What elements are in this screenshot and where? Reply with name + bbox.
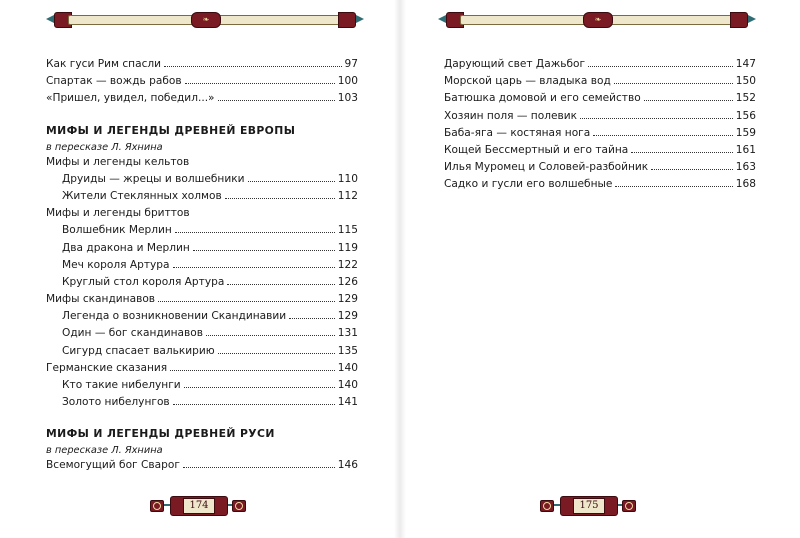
dot-leader (631, 152, 732, 153)
toc-entry-title: Всемогущий бог Сварог (46, 459, 180, 472)
toc-entry-title: Германские сказания (46, 361, 168, 374)
toc-entry-page: 140 (337, 361, 358, 374)
toc-entry[interactable] (444, 75, 756, 92)
toc-entry-title: Волшебник Мерлин (62, 224, 172, 237)
dot-leader (225, 198, 335, 199)
toc-entry[interactable] (46, 362, 358, 379)
dot-leader (158, 301, 335, 302)
toc-entry-title: Как гуси Рим спасли (46, 58, 162, 70)
ornament-tip-icon (356, 15, 364, 23)
toc-group-title (46, 156, 358, 173)
dot-leader (184, 387, 335, 388)
toc-entry[interactable] (46, 242, 358, 259)
toc-entry-page: 135 (337, 344, 358, 357)
toc-entry-title: Баба-яга — костяная нога (444, 126, 591, 139)
toc-entry-title: Круглый стол короля Артура (62, 275, 225, 288)
toc-entry-page: 168 (735, 178, 756, 191)
toc-entry[interactable] (46, 173, 358, 190)
toc-entry-page: 100 (337, 75, 358, 88)
page-number-ornament (150, 496, 246, 514)
dot-leader (644, 100, 733, 101)
ornament-tip-icon (438, 15, 446, 23)
toc-entry-title: Дарующий свет Дажьбог (444, 58, 586, 70)
ornament-end-icon (150, 500, 164, 512)
dot-leader (183, 467, 335, 468)
toc-entry-page: 150 (735, 75, 756, 88)
dot-leader (651, 169, 733, 170)
dot-leader (289, 318, 335, 319)
toc-entry-title: Мифы скандинавов (46, 293, 156, 306)
toc-entry[interactable] (46, 310, 358, 327)
toc-entry[interactable] (46, 293, 358, 310)
toc-entry-title: Два дракона и Мерлин (62, 241, 190, 254)
ornament-medallion-icon: ❧ (583, 12, 613, 28)
ornament-cap-icon (730, 12, 748, 28)
toc-entry-page: 147 (735, 58, 756, 70)
toc-entry[interactable] (444, 58, 756, 75)
toc-entry-title: Садко и гусли его волшебные (444, 178, 613, 191)
table-of-contents (46, 58, 358, 477)
page-number: 175 (573, 498, 605, 514)
toc-entry[interactable] (46, 459, 358, 476)
dot-leader (218, 100, 335, 101)
section-heading: МИФЫ И ЛЕГЕНДЫ ДРЕВНЕЙ ЕВРОПЫ (46, 123, 296, 137)
toc-entry-page: 122 (337, 258, 358, 271)
toc-entry[interactable] (46, 58, 358, 75)
ornament-tip-icon (46, 15, 54, 23)
toc-entry[interactable] (444, 161, 756, 178)
toc-entry-title: Илья Муромец и Соловей-разбойник (444, 161, 649, 174)
toc-entry[interactable] (46, 190, 358, 207)
toc-entry-page: 141 (337, 396, 358, 409)
toc-entry[interactable] (46, 92, 358, 109)
toc-group-title (46, 207, 358, 224)
dot-leader (248, 181, 335, 182)
toc-entry-title: Друиды — жрецы и волшебники (62, 172, 245, 185)
toc-entry-page: 140 (337, 379, 358, 391)
ornament-end-icon (232, 500, 246, 512)
toc-entry[interactable] (46, 75, 358, 92)
toc-entry-page: 131 (337, 327, 358, 340)
dot-leader (193, 250, 335, 251)
dot-leader (227, 284, 334, 285)
toc-entry-title: Хозяин поля — полевик (444, 109, 578, 122)
toc-entry[interactable] (444, 144, 756, 161)
ornament-end-icon (540, 500, 554, 512)
toc-entry-page: 159 (735, 126, 756, 139)
toc-entry-page: 129 (337, 310, 358, 323)
table-of-contents (444, 58, 756, 196)
group-title-text: Мифы и легенды кельтов (46, 155, 190, 168)
top-ornament-bar (442, 12, 752, 26)
toc-entry-title: Легенда о возникновении Скандинавии (62, 310, 287, 323)
dot-leader (173, 404, 335, 405)
top-ornament-bar (50, 12, 360, 26)
dot-leader (588, 66, 733, 67)
toc-entry-title: Сигурд спасает валькирию (62, 344, 215, 357)
toc-entry[interactable] (444, 110, 756, 127)
ornament-end-icon (622, 500, 636, 512)
toc-entry-page: 163 (735, 161, 756, 174)
toc-entry-page: 97 (344, 58, 358, 70)
ornament-cap-icon (338, 12, 356, 28)
toc-entry[interactable] (444, 92, 756, 109)
dot-leader (580, 118, 733, 119)
toc-entry-title: Кощей Бессмертный и его тайна (444, 143, 629, 156)
ornament-medallion-icon: ❧ (191, 12, 221, 28)
toc-entry-title: Кто такие нибелунги (62, 379, 181, 391)
dot-leader (164, 66, 341, 67)
toc-entry-title: Спартак — вождь рабов (46, 75, 182, 88)
toc-entry-page: 110 (337, 172, 358, 185)
toc-entry[interactable] (46, 345, 358, 362)
toc-entry-page: 115 (337, 224, 358, 237)
toc-entry-page: 126 (337, 275, 358, 288)
dot-leader (614, 83, 733, 84)
page-number: 174 (183, 498, 215, 514)
toc-entry[interactable] (46, 224, 358, 241)
toc-entry-page: 112 (337, 189, 358, 202)
toc-entry-page: 152 (735, 92, 756, 105)
dot-leader (170, 370, 335, 371)
toc-entry-page: 156 (735, 109, 756, 122)
toc-entry[interactable] (46, 396, 358, 413)
toc-entry-page: 103 (337, 92, 358, 105)
section-subtitle: в пересказе Л. Яхнина (46, 445, 163, 457)
dot-leader (615, 186, 732, 187)
toc-entry-title: Золото нибелунгов (62, 396, 170, 409)
toc-entry[interactable] (46, 259, 358, 276)
right-page (400, 0, 800, 538)
toc-entry-page: 161 (735, 143, 756, 156)
dot-leader (185, 83, 335, 84)
toc-entry-title: Жители Стеклянных холмов (62, 189, 222, 202)
toc-entry[interactable] (46, 276, 358, 293)
section-heading: МИФЫ И ЛЕГЕНДЫ ДРЕВНЕЙ РУСИ (46, 427, 275, 441)
page-number-ornament (540, 496, 636, 514)
toc-entry[interactable] (46, 327, 358, 344)
toc-entry[interactable] (444, 127, 756, 144)
toc-entry-title: Батюшка домовой и его семейство (444, 92, 641, 105)
toc-entry-title: Один — бог скандинавов (62, 327, 203, 340)
group-title-text: Мифы и легенды бриттов (46, 207, 190, 220)
toc-entry[interactable] (444, 178, 756, 195)
dot-leader (173, 267, 335, 268)
toc-entry-page: 146 (337, 459, 358, 472)
toc-entry-page: 119 (337, 241, 358, 254)
toc-entry-title: Меч короля Артура (62, 258, 170, 271)
dot-leader (218, 353, 335, 354)
section-subtitle: в пересказе Л. Яхнина (46, 141, 163, 153)
dot-leader (593, 135, 733, 136)
toc-entry[interactable] (46, 379, 358, 396)
dot-leader (175, 232, 335, 233)
ornament-tip-icon (748, 15, 756, 23)
toc-entry-title: Морской царь — владыка вод (444, 75, 611, 88)
toc-entry-page: 129 (337, 293, 358, 306)
dot-leader (206, 335, 335, 336)
toc-entry-title: «Пришел, увидел, победил...» (46, 92, 215, 105)
